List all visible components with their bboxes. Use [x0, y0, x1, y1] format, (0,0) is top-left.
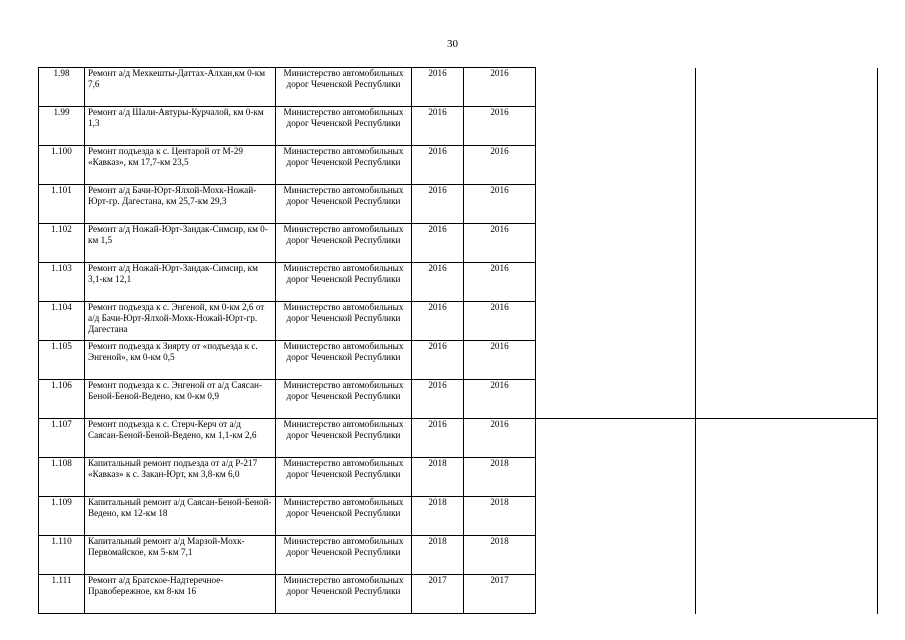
- table-row: [39, 224, 878, 263]
- table-row: [39, 380, 878, 419]
- row-start-year: 2018: [412, 497, 464, 536]
- table-row: [39, 536, 878, 575]
- row-number: 1.107: [39, 419, 85, 458]
- row-empty-cell: [536, 185, 696, 224]
- row-empty-cell: [696, 458, 878, 497]
- table-row: [39, 302, 878, 341]
- row-empty-cell: [536, 341, 696, 380]
- row-empty-cell: [696, 497, 878, 536]
- row-start-year: 2016: [412, 185, 464, 224]
- row-start-year: 2017: [412, 575, 464, 614]
- row-start-year: 2018: [412, 536, 464, 575]
- row-number: 1.100: [39, 146, 85, 185]
- row-end-year: 2016: [464, 146, 536, 185]
- row-number: 1.108: [39, 458, 85, 497]
- program-table: [38, 67, 878, 614]
- row-organization: Министерство автомобильных дорог Чеченской Республики: [276, 380, 412, 419]
- table-row: [39, 185, 878, 224]
- row-organization: Министерство автомобильных дорог Чеченской Республики: [276, 341, 412, 380]
- row-number: 1.106: [39, 380, 85, 419]
- row-name: Ремонт а/д Мехкешты-Даттах-Алхан,км 0-км 7,6: [85, 68, 276, 107]
- row-empty-cell: [536, 302, 696, 341]
- row-organization: Министерство автомобильных дорог Чеченской Республики: [276, 107, 412, 146]
- row-start-year: 2016: [412, 68, 464, 107]
- row-empty-cell: [696, 302, 878, 341]
- row-empty-cell: [696, 380, 878, 419]
- row-end-year: 2018: [464, 458, 536, 497]
- row-empty-cell: [536, 497, 696, 536]
- row-end-year: 2018: [464, 536, 536, 575]
- row-start-year: 2016: [412, 341, 464, 380]
- table-row: [39, 341, 878, 380]
- row-name: Ремонт подъезда к с. Энгеной от а/д Саясан-Беной-Беной-Ведено, км 0-км 0,9: [85, 380, 276, 419]
- row-start-year: 2016: [412, 224, 464, 263]
- row-empty-cell: [696, 68, 878, 107]
- row-organization: Министерство автомобильных дорог Чеченской Республики: [276, 575, 412, 614]
- table-row: [39, 419, 878, 458]
- row-organization: Министерство автомобильных дорог Чеченской Республики: [276, 302, 412, 341]
- row-number: 1.111: [39, 575, 85, 614]
- row-empty-cell: [696, 419, 878, 458]
- row-number: 1.102: [39, 224, 85, 263]
- row-organization: Министерство автомобильных дорог Чеченской Республики: [276, 224, 412, 263]
- row-organization: Министерство автомобильных дорог Чеченской Республики: [276, 419, 412, 458]
- row-organization: Министерство автомобильных дорог Чеченской Республики: [276, 497, 412, 536]
- row-end-year: 2016: [464, 302, 536, 341]
- row-empty-cell: [536, 107, 696, 146]
- row-empty-cell: [536, 458, 696, 497]
- row-number: 1.105: [39, 341, 85, 380]
- row-empty-cell: [696, 575, 878, 614]
- row-name: Капитальный ремонт а/д Марзой-Мохк-Первомайское, км 5-км 7,1: [85, 536, 276, 575]
- table-row: [39, 68, 878, 107]
- table-row: [39, 575, 878, 614]
- row-organization: Министерство автомобильных дорог Чеченской Республики: [276, 458, 412, 497]
- row-empty-cell: [696, 224, 878, 263]
- row-end-year: 2018: [464, 497, 536, 536]
- row-number: 1.103: [39, 263, 85, 302]
- row-empty-cell: [696, 185, 878, 224]
- row-organization: Министерство автомобильных дорог Чеченской Республики: [276, 68, 412, 107]
- row-start-year: 2016: [412, 380, 464, 419]
- row-name: Ремонт подъезда к Зиярту от «подъезда к с. Энгеной», км 0-км 0,5: [85, 341, 276, 380]
- row-end-year: 2016: [464, 341, 536, 380]
- row-empty-cell: [696, 146, 878, 185]
- row-empty-cell: [536, 380, 696, 419]
- row-start-year: 2016: [412, 263, 464, 302]
- row-number: 1.104: [39, 302, 85, 341]
- table-row: [39, 497, 878, 536]
- row-number: 1.98: [39, 68, 85, 107]
- row-name: Ремонт а/д Ножай-Юрт-Зандак-Симсир, км 3,1-км 12,1: [85, 263, 276, 302]
- row-empty-cell: [696, 263, 878, 302]
- row-end-year: 2016: [464, 263, 536, 302]
- row-organization: Министерство автомобильных дорог Чеченской Республики: [276, 146, 412, 185]
- row-empty-cell: [536, 224, 696, 263]
- row-number: 1.110: [39, 536, 85, 575]
- row-empty-cell: [536, 419, 696, 458]
- row-start-year: 2016: [412, 419, 464, 458]
- row-number: 1.99: [39, 107, 85, 146]
- row-name: Капитальный ремонт а/д Саясан-Беной-Беной-Ведено, км 12-км 18: [85, 497, 276, 536]
- row-start-year: 2016: [412, 107, 464, 146]
- row-end-year: 2016: [464, 419, 536, 458]
- row-number: 1.101: [39, 185, 85, 224]
- row-name: Ремонт подъезда к с. Энгеной, км 0-км 2,6 от а/д Бачи-Юрт-Ялхой-Мохк-Ножай-Юрт-гр. Дагестана: [85, 302, 276, 341]
- row-name: Ремонт а/д Ножай-Юрт-Зандак-Симсир, км 0-км 1,5: [85, 224, 276, 263]
- row-start-year: 2016: [412, 146, 464, 185]
- table-row: [39, 146, 878, 185]
- table-row: [39, 107, 878, 146]
- row-empty-cell: [696, 341, 878, 380]
- row-start-year: 2016: [412, 302, 464, 341]
- table-body: [39, 68, 878, 614]
- row-empty-cell: [536, 146, 696, 185]
- row-end-year: 2016: [464, 68, 536, 107]
- row-start-year: 2018: [412, 458, 464, 497]
- row-empty-cell: [536, 68, 696, 107]
- row-empty-cell: [536, 536, 696, 575]
- row-name: Ремонт подъезда к с. Стерч-Керч от а/д Саясан-Беной-Беной-Ведено, км 1,1-км 2,6: [85, 419, 276, 458]
- row-end-year: 2016: [464, 224, 536, 263]
- row-name: Ремонт а/д Братское-Надтеречное-Правобережное, км 8-км 16: [85, 575, 276, 614]
- row-empty-cell: [536, 263, 696, 302]
- row-organization: Министерство автомобильных дорог Чеченской Республики: [276, 263, 412, 302]
- row-empty-cell: [536, 575, 696, 614]
- row-empty-cell: [696, 107, 878, 146]
- table-row: [39, 458, 878, 497]
- row-organization: Министерство автомобильных дорог Чеченской Республики: [276, 185, 412, 224]
- row-name: Капитальный ремонт подъезда от а/д Р-217 «Кавказ» к с. Закан-Юрт, км 3,8-км 6,0: [85, 458, 276, 497]
- row-name: Ремонт а/д Бачи-Юрт-Ялхой-Мохк-Ножай-Юрт-гр. Дагестана, км 25,7-км 29,3: [85, 185, 276, 224]
- row-empty-cell: [696, 536, 878, 575]
- row-end-year: 2017: [464, 575, 536, 614]
- row-number: 1.109: [39, 497, 85, 536]
- row-end-year: 2016: [464, 185, 536, 224]
- row-end-year: 2016: [464, 380, 536, 419]
- row-name: Ремонт а/д Шали-Автуры-Курчалой, км 0-км 1,3: [85, 107, 276, 146]
- page-number: 30: [447, 38, 458, 50]
- row-name: Ремонт подъезда к с. Центарой от М-29 «Кавказ», км 17,7-км 23,5: [85, 146, 276, 185]
- row-organization: Министерство автомобильных дорог Чеченской Республики: [276, 536, 412, 575]
- row-end-year: 2016: [464, 107, 536, 146]
- table-row: [39, 263, 878, 302]
